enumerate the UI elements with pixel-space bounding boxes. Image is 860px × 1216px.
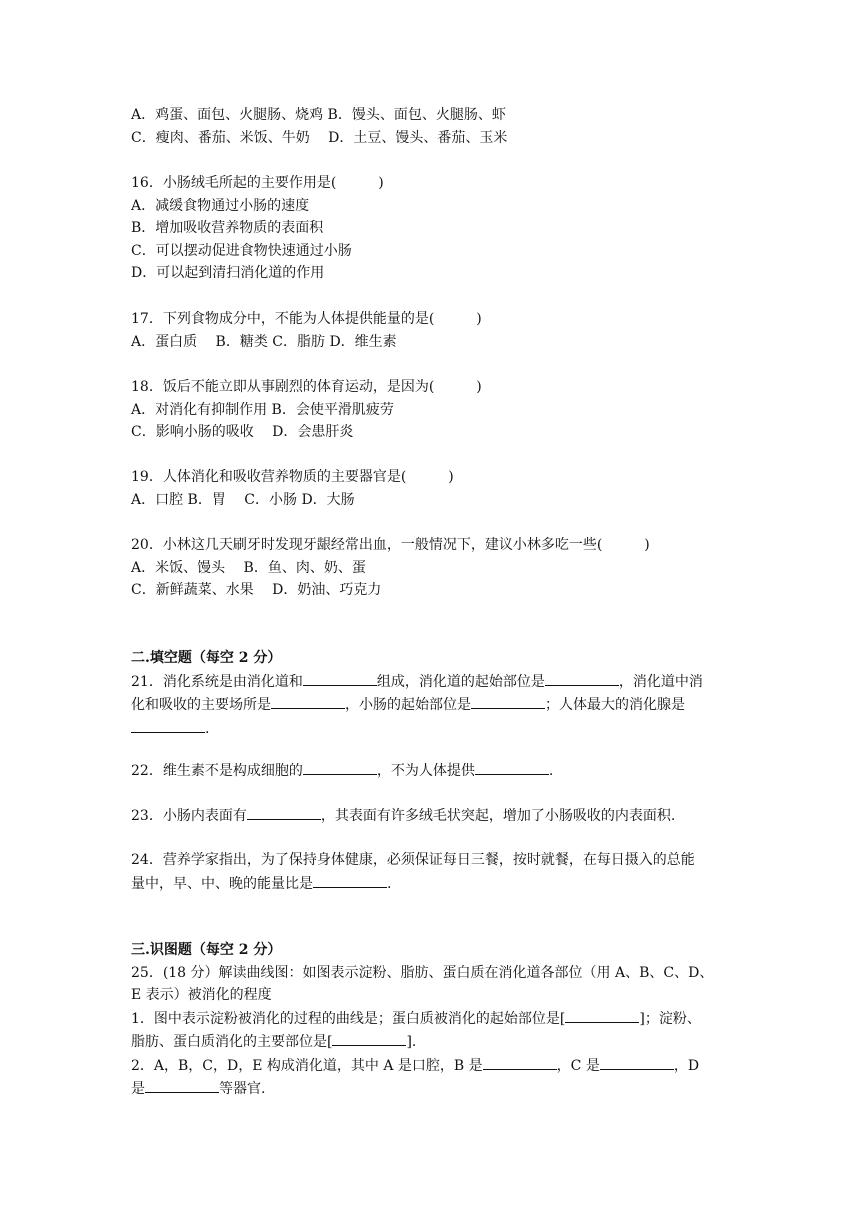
answer-blank[interactable] — [483, 1054, 557, 1070]
q25-text: 2．A，B，C，D，E 构成消化道，其中 A 是口腔，B 是 — [131, 1057, 483, 1074]
q20-option: A．米饭、馒头 B．鱼、肉、奶、蛋 — [131, 559, 366, 576]
q25-intro-1: 25．(18 分）解读曲线图：如图表示淀粉、脂肪、蛋白质在消化道各部位（用 A、B、C、D、 — [131, 964, 714, 981]
section-diagram — [131, 939, 741, 1101]
answer-blank[interactable] — [131, 717, 205, 733]
q25-text: 脂肪、蛋白质消化的主要部位是[ — [131, 1034, 333, 1050]
section-2-title: 二.填空题（每空 2 分） — [131, 650, 282, 666]
q23-line — [131, 804, 741, 828]
q20-option: C．新鲜蔬菜、水果 D．奶油、巧克力 — [131, 582, 382, 598]
q15-option-line: A．鸡蛋、面包、火腿肠、烧鸡 B．馒头、面包、火腿肠、虾 — [131, 107, 506, 123]
q25-text: ，C 是 — [556, 1057, 600, 1074]
question-19 — [131, 466, 741, 511]
q16-stem: 16．小肠绒毛所起的主要作用是( ) — [131, 175, 384, 191]
q25-text: ]. — [406, 1034, 417, 1050]
q18-option: A．对消化有抑制作用 B．会使平滑肌疲劳 — [131, 401, 394, 418]
answer-blank[interactable] — [475, 759, 549, 775]
q23-text: 23．小肠内表面有 — [131, 808, 247, 824]
answer-blank[interactable] — [565, 1007, 639, 1023]
q19-option: A．口腔 B．胃 C．小肠 D．大肠 — [131, 491, 355, 508]
q24-text: . — [387, 875, 392, 892]
q16-option: D．可以起到清扫消化道的作用 — [131, 265, 325, 281]
q18-option: C．影响小肠的吸收 D．会患肝炎 — [131, 424, 354, 440]
q21-text: 组成，消化道的起始部位是 — [376, 673, 545, 690]
answer-blank[interactable] — [332, 1030, 406, 1046]
q21-line-1 — [131, 670, 741, 694]
q22-text: 22．维生素不是构成细胞的 — [131, 763, 303, 779]
q22-text: ，不为人体提供 — [376, 763, 475, 779]
q25-sub1-line-2 — [131, 1030, 741, 1054]
q21-text: ；人体最大的消化腺是 — [545, 697, 685, 713]
section-fill-in — [131, 647, 741, 740]
q16-option: C．可以摆动促进食物快速通过小肠 — [131, 242, 352, 259]
question-22 — [131, 759, 741, 783]
q23-text: ，其表面有许多绒毛状突起，增加了小肠吸收的内表面积. — [320, 808, 676, 824]
q22-line — [131, 759, 741, 783]
q21-line-3 — [131, 717, 741, 741]
q24-text: 量中，早、中、晚的能量比是 — [131, 875, 313, 892]
answer-blank[interactable] — [545, 670, 619, 686]
answer-blank[interactable] — [471, 693, 545, 709]
q18-stem: 18．饭后不能立即从事剧烈的体育运动，是因为( ) — [131, 379, 482, 395]
q16-option: A．减缓食物通过小肠的速度 — [131, 197, 310, 214]
answer-blank[interactable] — [600, 1054, 674, 1070]
q21-text: ，消化道中消 — [618, 673, 703, 690]
q24-line-1: 24．营养学家指出，为了保持身体健康，必须保证每日三餐，按时就餐，在每日摄入的总能 — [131, 852, 695, 868]
section-3-title: 三.识图题（每空 2 分） — [131, 942, 282, 958]
q21-text: 21．消化系统是由消化道和 — [131, 673, 303, 690]
q15-option-line: C．瘦肉、番茄、米饭、牛奶 D．土豆、馒头、番茄、玉米 — [131, 129, 508, 146]
q20-stem: 20．小林这几天刷牙时发现牙龈经常出血，一般情况下，建议小林多吃一些( ) — [131, 537, 650, 553]
q17-option: A．蛋白质 B．糖类 C．脂肪 D．维生素 — [131, 333, 397, 350]
q25-text: ]；淀粉、 — [639, 1010, 701, 1027]
q21-text: ，小肠的起始部位是 — [345, 697, 471, 713]
q25-text: 是 — [131, 1081, 145, 1097]
q25-text: 1．图中表示淀粉被消化的过程的曲线是；蛋白质被消化的起始部位是[ — [131, 1010, 566, 1027]
question-23 — [131, 804, 741, 828]
q25-text: ，D — [673, 1057, 700, 1074]
q21-text: . — [205, 720, 210, 737]
q17-stem: 17．下列食物成分中，不能为人体提供能量的是( ) — [131, 311, 482, 327]
q25-sub2-line-2 — [131, 1077, 741, 1101]
question-24 — [131, 849, 741, 895]
q15-options — [131, 104, 741, 149]
answer-blank[interactable] — [145, 1077, 219, 1093]
answer-blank[interactable] — [313, 872, 387, 888]
q21-text: 化和吸收的主要场所是 — [131, 697, 271, 713]
q24-line-2 — [131, 872, 741, 896]
answer-blank[interactable] — [303, 670, 377, 686]
q25-sub1-line-1 — [131, 1007, 741, 1031]
answer-blank[interactable] — [271, 693, 345, 709]
question-16 — [131, 172, 741, 285]
q25-text: 等器官. — [219, 1081, 266, 1097]
q22-text: . — [548, 763, 554, 779]
q19-stem: 19．人体消化和吸收营养物质的主要器官是( ) — [131, 469, 454, 485]
q16-option: B．增加吸收营养物质的表面积 — [131, 220, 324, 236]
answer-blank[interactable] — [247, 804, 321, 820]
question-17 — [131, 308, 741, 353]
question-18 — [131, 376, 741, 444]
question-20 — [131, 534, 741, 602]
q25-intro-2: E 表示）被消化的程度 — [131, 987, 272, 1003]
answer-blank[interactable] — [303, 759, 377, 775]
q25-sub2-line-1 — [131, 1054, 741, 1078]
q21-line-2 — [131, 693, 741, 717]
